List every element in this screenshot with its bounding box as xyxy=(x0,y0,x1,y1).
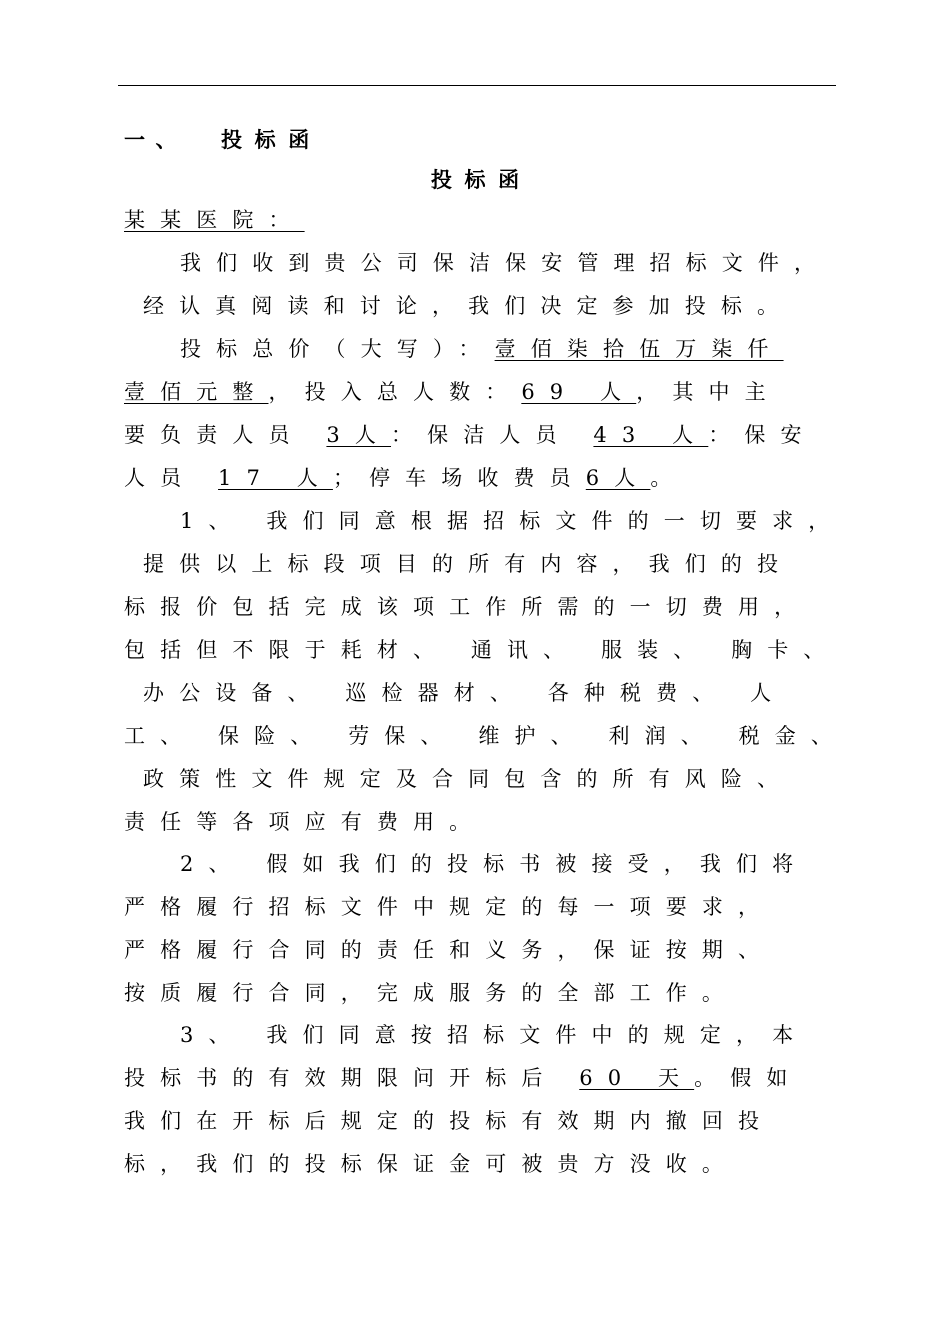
price-people-line xyxy=(124,375,844,409)
price-value-1: 壹佰柒拾伍万柒仟 xyxy=(494,337,784,361)
p1-line-2: 提供以上标段项目的所有内容，我们的投 xyxy=(143,552,794,576)
main-staff-value: 3人 xyxy=(326,423,392,447)
intro-line-2: 经认真阅读和讨论，我们决定参加投标。 xyxy=(143,294,794,318)
p2-line-4: 按质履行合同，完成服务的全部工作。 xyxy=(124,981,739,1005)
people-tail: ，其中主 xyxy=(636,380,781,404)
people-total: 69 人 xyxy=(521,380,637,404)
p3-line-2-pre: 投标书的有效期限问开标后 xyxy=(124,1066,558,1090)
p1-line-5: 办公设备、 巡检器材、 各种税费、 人 xyxy=(143,681,787,705)
price-value-2: 壹佰元整 xyxy=(124,380,269,404)
addressee-text: 某某医院： xyxy=(124,208,305,232)
p1-line-1: 1、 我们同意根据招标文件的一切要求， xyxy=(180,509,845,533)
p3-line-2-post: 。假如 xyxy=(694,1066,803,1090)
document-title: 投标函 xyxy=(430,167,532,192)
people-label: ，投入总人数： xyxy=(268,380,522,404)
p3-line-2 xyxy=(124,1061,844,1095)
security-parking-line xyxy=(124,461,844,495)
p2-line-1: 2、 假如我们的投标书被接受，我们将 xyxy=(180,852,809,876)
parking-tail: 。 xyxy=(650,466,687,490)
main-staff-label: 要负责人员 xyxy=(124,423,305,447)
addressee xyxy=(124,203,844,237)
p1-line-7: 政策性文件规定及合同包含的所有风险、 xyxy=(143,767,794,791)
security-label-2: 人员 xyxy=(124,466,197,490)
validity-period: 60 天 xyxy=(579,1066,695,1090)
p3-line-3: 我们在开标后规定的投标有效期内撤回投 xyxy=(124,1109,775,1133)
p3-line-1: 3、 我们同意按招标文件中的规定，本 xyxy=(180,1023,809,1047)
p3-line-4: 标，我们的投标保证金可被贵方没收。 xyxy=(124,1152,739,1176)
intro-line-1: 我们收到贵公司保洁保安管理招标文件， xyxy=(180,251,831,275)
p1-line-4: 包括但不限于耗材、 通讯、 服装、 胸卡、 xyxy=(124,638,840,662)
p2-line-3: 严格履行合同的责任和义务，保证按期、 xyxy=(124,938,775,962)
section-heading-text: 投标函 xyxy=(221,127,322,152)
header-rule xyxy=(118,85,836,86)
p2-line-2: 严格履行招标文件中规定的每一项要求， xyxy=(124,895,775,919)
price-line xyxy=(180,332,900,366)
p1-line-8: 责任等各项应有费用。 xyxy=(124,810,486,834)
staff-line xyxy=(124,418,844,452)
security-label: ：保安 xyxy=(708,423,817,447)
section-heading xyxy=(124,123,322,157)
p1-line-3: 标报价包括完成该项工作所需的一切费用， xyxy=(124,595,811,619)
cleaning-label: ：保洁人员 xyxy=(391,423,572,447)
p1-line-6: 工、 保险、 劳保、 维护、 利润、 税金、 xyxy=(124,724,848,748)
cleaning-value: 43 人 xyxy=(593,423,709,447)
parking-value: 6人 xyxy=(585,466,651,490)
parking-label: ；停车场收费员 xyxy=(332,466,586,490)
price-label: 投标总价（大写）： xyxy=(180,337,495,361)
section-number: 一、 xyxy=(124,127,187,152)
security-value: 17 人 xyxy=(218,466,333,490)
